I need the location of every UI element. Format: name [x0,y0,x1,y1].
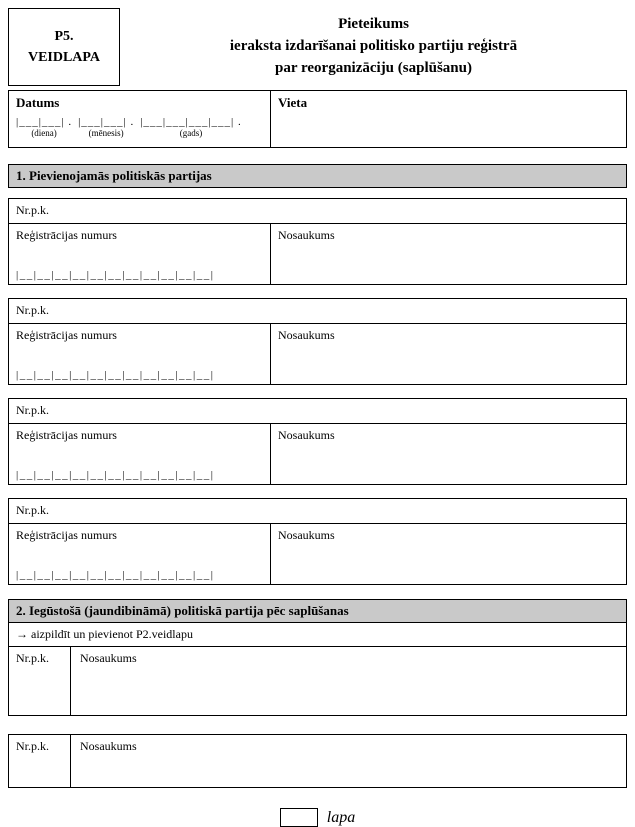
party-name-field[interactable] [71,647,626,715]
form-title-line3: par reorganizāciju (saplūšanu) [275,59,472,76]
page-footer [8,808,627,827]
nr-label: Nr.p.k. [16,503,49,517]
date-fields [16,116,263,138]
date-label: Datums [16,95,60,110]
party-name-field[interactable] [271,224,626,284]
form-type: VEIDLAPA [27,49,101,65]
party-block-2 [8,298,627,385]
section2-header: 2. Iegūstošā (jaundibināmā) politiskā partija pēc saplūšanas [8,599,627,623]
registration-number-label: Reģistrācijas numurs [16,328,117,342]
party-block-3 [8,398,627,485]
registration-number-label: Reģistrācijas numurs [16,228,117,242]
date-day-sublabel: (diena) [31,128,57,138]
party-block-columns [9,424,626,484]
party-name-label: Nosaukums [278,428,335,442]
party-block-columns [9,524,626,584]
section1-header: 1. Pievienojamās politiskās partijas [8,164,627,188]
party-name-label: Nosaukums [278,328,335,342]
page-number-label: lapa [326,808,356,826]
registration-number-cell [9,224,271,284]
registration-number-field[interactable]: |__|__|__|__|__|__|__|__|__|__|__| [16,369,215,381]
nr-field[interactable] [9,647,71,715]
nr-label: Nr.p.k. [16,651,49,665]
registration-number-label: Reģistrācijas numurs [16,528,117,542]
place-field[interactable] [271,91,626,147]
party-name-field[interactable] [71,735,626,787]
party-block-1 [8,198,627,285]
form-code-box [8,8,120,86]
nr-label: Nr.p.k. [16,203,49,217]
place-label: Vieta [278,95,308,110]
section2-note-text: → aizpildīt un pievienot P2.veidlapu [16,627,193,641]
page-number-field[interactable] [280,808,318,827]
party-name-label: Nosaukums [80,739,137,753]
registration-number-cell [9,524,271,584]
form-title [120,8,627,86]
party-block-4 [8,498,627,585]
registration-number-cell [9,324,271,384]
section2-note [8,623,627,646]
date-year-field[interactable]: |___|___|___|___| . [140,116,242,128]
registration-number-field[interactable]: |__|__|__|__|__|__|__|__|__|__|__| [16,569,215,581]
party-name-label: Nosaukums [278,228,335,242]
nr-label: Nr.p.k. [16,739,49,753]
date-cell [9,91,271,147]
nr-field[interactable] [9,735,71,787]
form-code: P5. [54,28,74,44]
date-day-group [16,116,72,138]
form-title-line2: ieraksta izdarīšanai politisko partiju reģistrā [229,37,518,54]
date-year-group [140,116,242,138]
date-day-field[interactable]: |___|___| . [16,116,73,128]
party-name-field[interactable] [271,424,626,484]
registration-number-cell [9,424,271,484]
nr-field[interactable] [9,399,626,424]
party-name-field[interactable] [271,524,626,584]
nr-label: Nr.p.k. [16,403,49,417]
party-name-field[interactable] [271,324,626,384]
extra-party-block [8,734,627,788]
registration-number-field[interactable]: |__|__|__|__|__|__|__|__|__|__|__| [16,269,215,281]
registration-number-label: Reģistrācijas numurs [16,428,117,442]
party-block-columns [9,324,626,384]
nr-label: Nr.p.k. [16,303,49,317]
form-title-line1: Pieteikums [338,16,409,32]
nr-field[interactable] [9,299,626,324]
party-block-columns [9,224,626,284]
party-name-label: Nosaukums [80,651,137,665]
nr-field[interactable] [9,199,626,224]
date-month-group [78,116,134,138]
registration-number-field[interactable]: |__|__|__|__|__|__|__|__|__|__|__| [16,469,215,481]
party-name-label: Nosaukums [278,528,335,542]
date-month-field[interactable]: |___|___| . [78,116,135,128]
nr-field[interactable] [9,499,626,524]
date-month-sublabel: (mēnesis) [88,128,124,138]
form-header [8,8,627,86]
date-year-sublabel: (gads) [179,128,203,138]
date-place-box [8,90,627,148]
resulting-party-block [8,646,627,716]
